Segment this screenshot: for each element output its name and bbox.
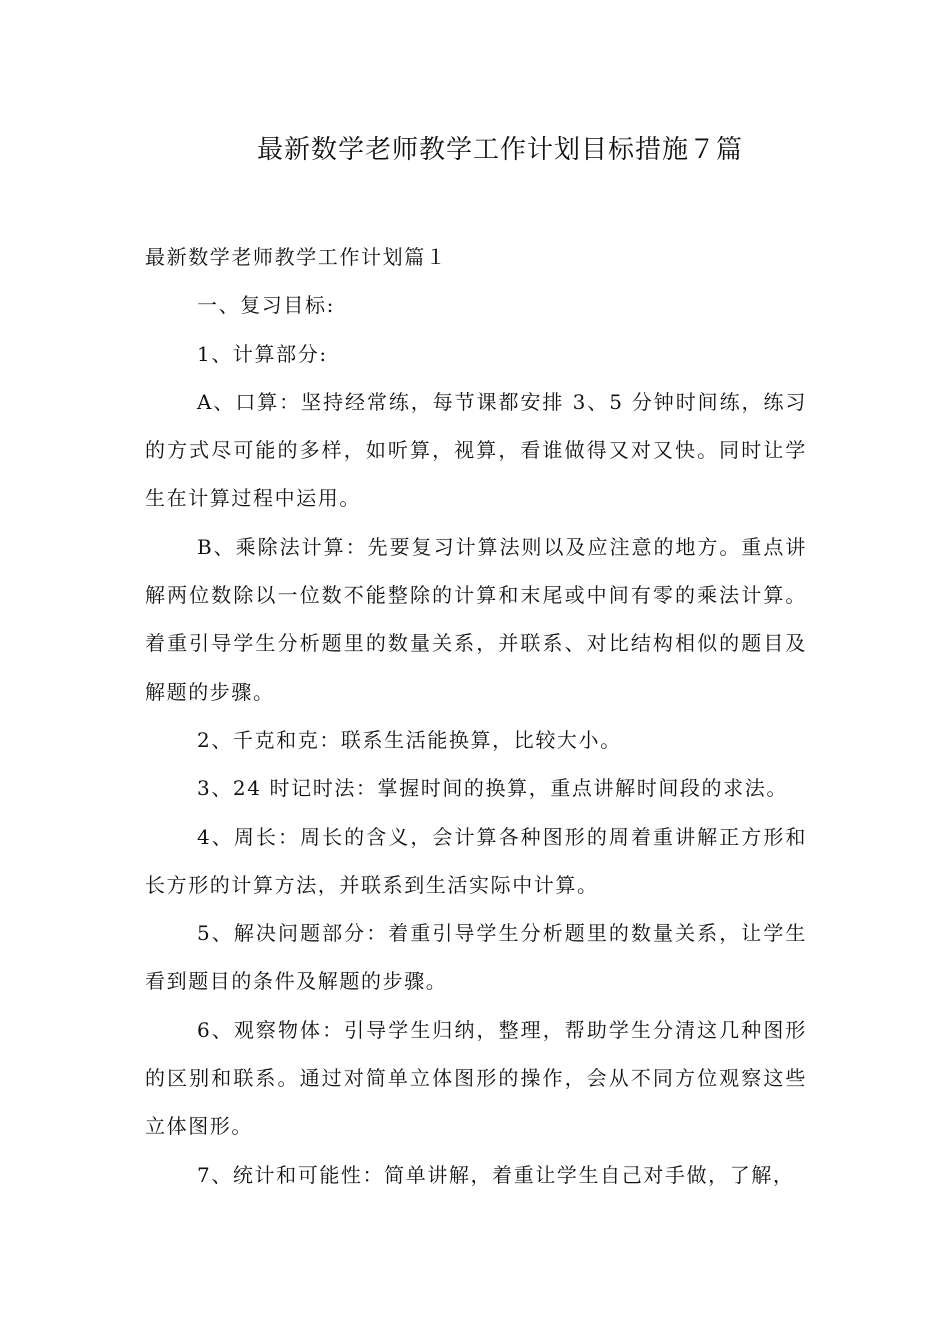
document-title: 最新数学老师教学工作计划目标措施７篇 <box>256 135 743 165</box>
document-body <box>145 233 807 1199</box>
paragraph: A、口算：坚持经常练，每节课都安排 3、5 分钟时间练，练习的方式尽可能的多样，如听算，视算，看谁做得又对又快。同时让学生在计算过程中运用。 <box>145 389 807 511</box>
paragraph: 2、千克和克：联系生活能换算，比较大小。 <box>197 727 622 752</box>
paragraph: 4、周长：周长的含义，会计算各种图形的周着重讲解正方形和长方形的计算方法，并联系到生活实际中计算。 <box>145 824 807 897</box>
paragraph: 5、解决问题部分：着重引导学生分析题里的数量关系，让学生看到题目的条件及解题的步骤。 <box>145 921 807 994</box>
paragraph: 6、观察物体：引导学生归纳，整理，帮助学生分清这几种图形的区别和联系。通过对简单立体图形的操作，会从不同方位观察这些立体图形。 <box>145 1017 807 1139</box>
section-heading: 最新数学老师教学工作计划篇１ <box>145 245 448 269</box>
paragraph: 3、24 时记时法：掌握时间的换算，重点讲解时间段的求法。 <box>197 776 788 801</box>
paragraph: 7、统计和可能性：简单讲解，着重让学生自己对手做，了解， <box>197 1162 795 1187</box>
paragraph: B、乘除法计算：先要复习计算法则以及应注意的地方。重点讲解两位数除以一位数不能整除的计算和末尾或中间有零的乘法计算。着重引导学生分析题里的数量关系，并联系、对比结构相似的题目及解题的步骤。 <box>145 534 807 704</box>
paragraph: 1、计算部分: <box>197 341 328 366</box>
paragraph: 一、复习目标: <box>197 293 335 318</box>
